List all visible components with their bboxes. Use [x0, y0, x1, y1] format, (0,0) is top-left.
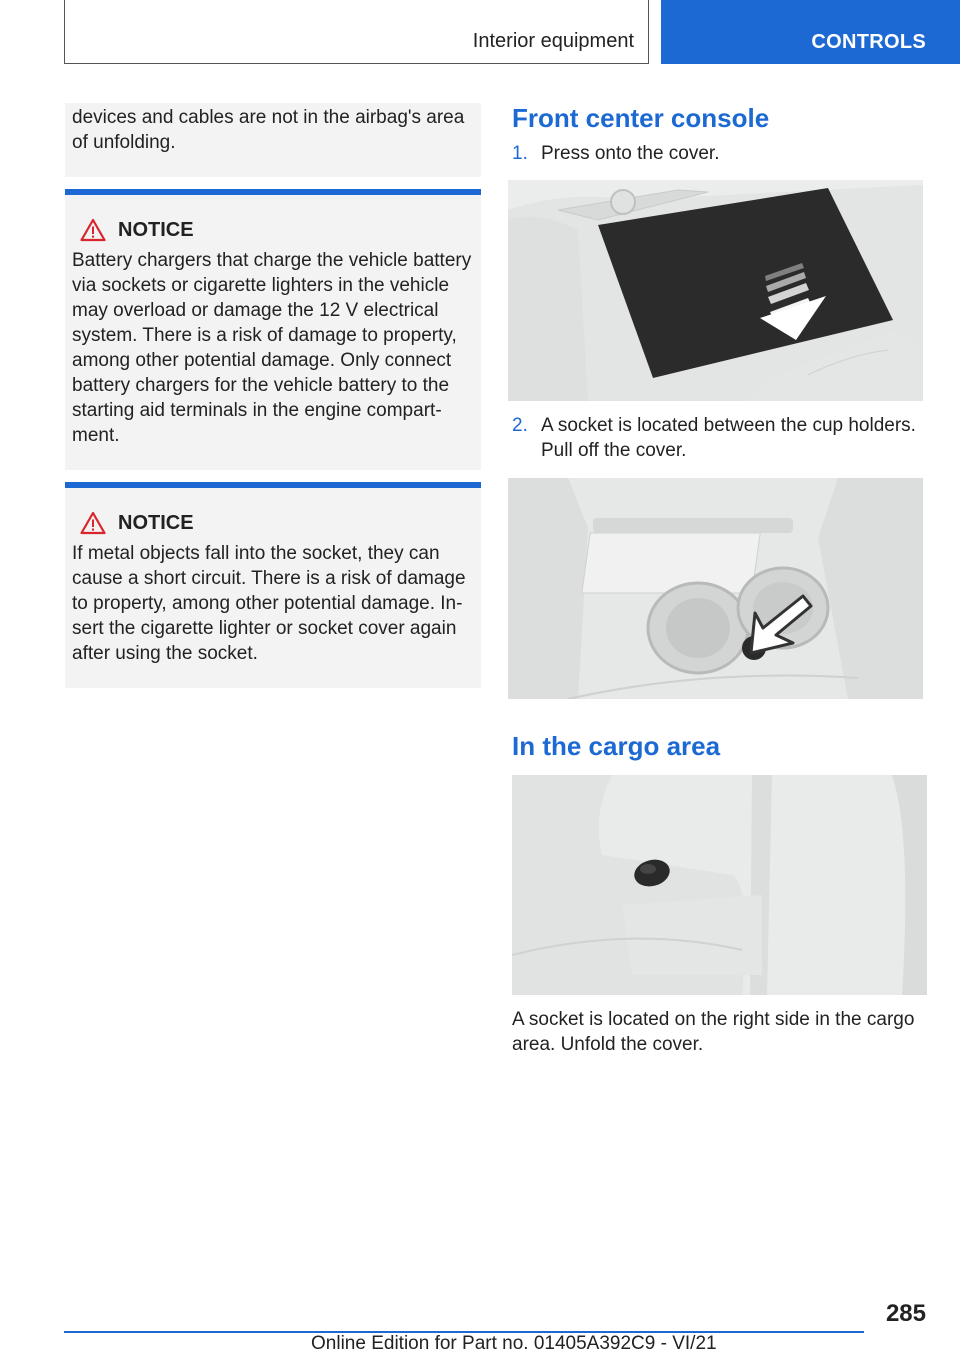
notice-box-metal [65, 482, 481, 688]
header-section-box [64, 0, 649, 64]
figure-console-cover [508, 180, 923, 401]
warning-icon [80, 218, 106, 242]
cupholder-illustration [508, 478, 923, 699]
console-illustration [508, 180, 923, 401]
notice-box-chargers [65, 189, 481, 470]
warning-icon [80, 511, 106, 535]
notice-title-row [72, 215, 473, 245]
chapter-tab[interactable] [661, 0, 960, 64]
section-title: Interior equipment [472, 30, 634, 52]
chapter-label: CONTROLS [811, 31, 926, 53]
step-text: A socket is located between the cup holders. Pull off the cover. [541, 415, 916, 461]
continued-notice [65, 103, 481, 177]
cargo-description: A socket is located on the right side in the cargo area. Unfold the cover. [512, 1009, 915, 1055]
heading-cargo-area: In the cargo area [512, 731, 721, 761]
step-item [512, 413, 928, 463]
page-number: 285 [885, 1300, 926, 1327]
continued-text: devices and cables are not in the airbag's area of unfolding. [72, 107, 465, 153]
figure-cup-holders [508, 478, 923, 699]
step-number: 2. [512, 415, 528, 436]
right-column [512, 100, 928, 1057]
left-column [65, 103, 481, 688]
step-text: Press onto the cover. [541, 143, 720, 164]
step-number: 1. [512, 143, 528, 164]
footer-edition: Online Edition for Part no. 01405A392C9 - VI/21 [311, 1333, 717, 1354]
notice-text: Battery chargers that charge the vehicle battery via sockets or cigarette lighters in the vehicle may overload or damage the 12 V electrical system. There is a risk of damage to property, among other potential damage. Only connect battery chargers for the vehicle battery to the starting aid terminals in the engine compartment. [72, 250, 472, 446]
heading-front-center-console: Front center console [512, 103, 770, 133]
figure-cargo-socket [512, 775, 927, 995]
notice-title-row [72, 508, 473, 538]
notice-title: NOTICE [118, 511, 194, 534]
notice-text: If metal objects fall into the socket, they can cause a short circuit. There is a risk of damage to property, among other potential damage. Insert the cigarette lighter or socket cover again after using the socket. [72, 543, 466, 664]
cargo-illustration [512, 775, 927, 995]
notice-title: NOTICE [118, 218, 194, 241]
step-item [512, 141, 928, 166]
